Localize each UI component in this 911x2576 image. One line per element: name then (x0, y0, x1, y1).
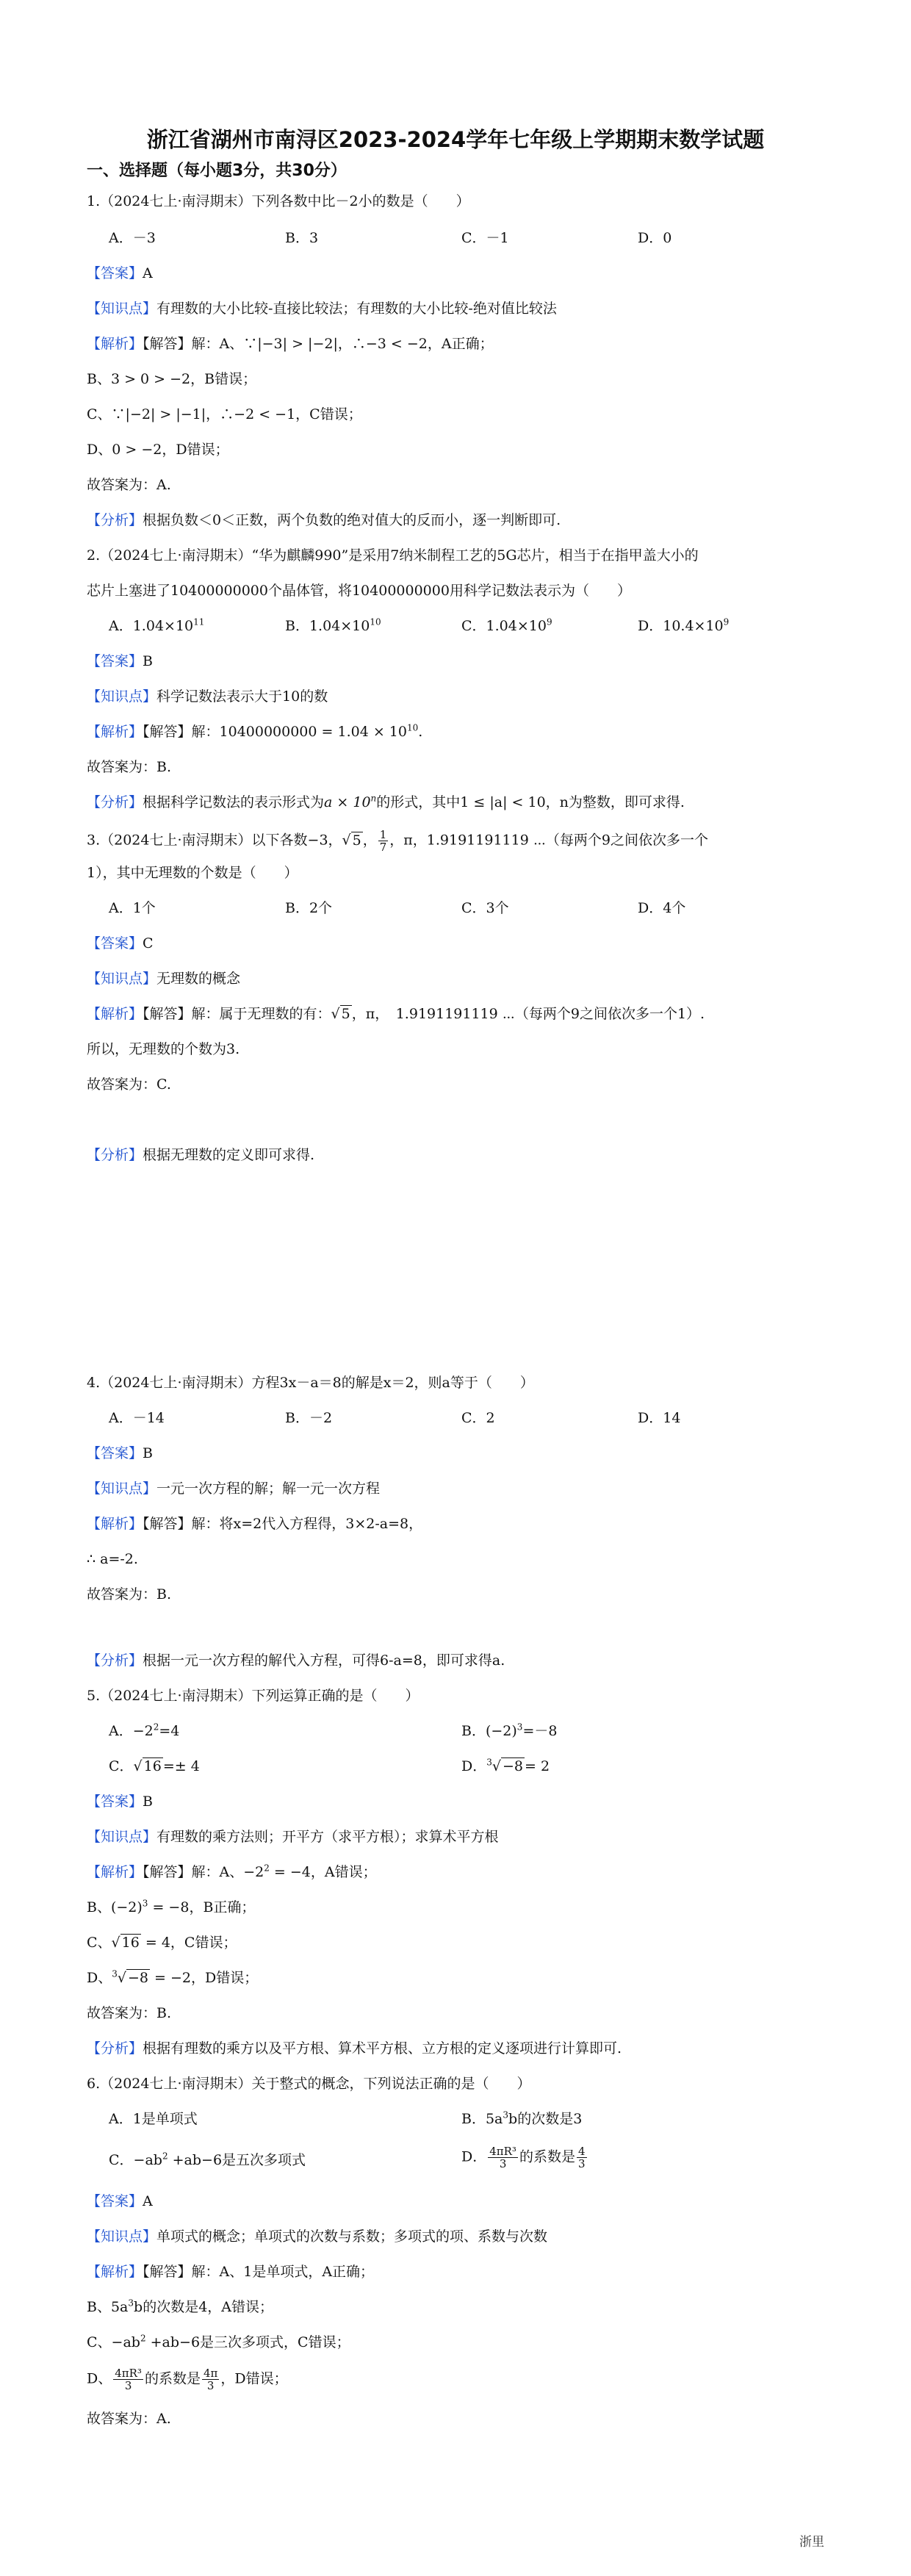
q6-option-b: B．$5a^3b$的次数是3 (461, 2109, 583, 2127)
q3-solution-2: 所以，无理数的个数为3. (87, 1041, 240, 1057)
q1-option-c: C．－1 (461, 230, 509, 246)
q6-solution-3: C、$-ab^2 +ab-6$是三次多项式，C错误； (87, 2333, 350, 2350)
q2-fenxi: 【分析】根据科学记数法的表示形式为$a \times 10^n$的形式，其中1 ≤ |a| < 10，n为整数，即可求得. (87, 793, 685, 810)
q2-solution-2: 故答案为：B. (87, 759, 172, 775)
q6-option-a: A．1是单项式 (109, 2111, 198, 2127)
q4-knowledge: 【知识点】一元一次方程的解；解一元一次方程 (87, 1481, 381, 1497)
q1-solution-2: B、3 > 0 > −2，B错误； (87, 371, 257, 387)
q6-solution-1: 【解析】【解答】解：A、1是单项式，A正确； (87, 2264, 375, 2280)
q3-stem-1: 3.（2024七上·南浔期末）以下各数−3，√ 5 ， $\frac{1}{7}$ ，π，1.9191191119 ⋯（每两个9之间依次多一个 (87, 828, 709, 854)
q5-solution-2: B、$(-2)^3 = -8$，B正确； (87, 1898, 256, 1915)
q3-stem-2: 1），其中无理数的个数是（ ） (87, 865, 298, 881)
q4-option-c: C．2 (461, 1410, 495, 1426)
q3-solution-3: 故答案为：C. (87, 1076, 171, 1093)
q2-knowledge: 【知识点】科学记数法表示大于10的数 (87, 688, 328, 705)
q5-knowledge: 【知识点】有理数的乘方法则；开平方（求平方根）；求算术平方根 (87, 1829, 499, 1845)
q2-solution-1: 【解析】【解答】解：$10400000000 = 1.04 \times 10^{10}$. (87, 722, 423, 740)
q3-option-b: B．2个 (285, 900, 333, 916)
q5-stem: 5.（2024七上·南浔期末）下列运算正确的是（ ） (87, 1688, 420, 1704)
q5-solution-3: C、√ 16 = 4，C错误； (87, 1935, 237, 1951)
q4-answer: 【答案】B (87, 1445, 153, 1461)
q3-option-d: D．4个 (638, 900, 686, 916)
q3-option-c: C．3个 (461, 900, 509, 916)
q4-solution-1: 【解析】【解答】解：将x=2代入方程得，3×2-a=8， (87, 1516, 423, 1532)
q4-option-a: A．－14 (109, 1410, 165, 1426)
q5-option-b: B．$(-2)^3=-8$ (461, 1721, 558, 1739)
q1-stem: 1.（2024七上·南浔期末）下列各数中比－2小的数是（ ） (87, 193, 470, 209)
q2-stem-1: 2.（2024七上·南浔期末）“华为麒麟990”是采用7纳米制程工艺的5G芯片，相当于在指甲盖大小的 (87, 547, 699, 564)
q6-answer: 【答案】A (87, 2193, 153, 2209)
q6-solution-5: 故答案为：A. (87, 2411, 171, 2427)
q3-option-a: A．1个 (109, 900, 156, 916)
page-footer: 浙里 (799, 2535, 824, 2550)
q2-option-a: A．$1.04\times 10^{11}$ (109, 616, 205, 634)
q2-stem-2: 芯片上塞进了10400000000个晶体管，将10400000000用科学记数法表示为（ ） (87, 583, 631, 599)
q4-stem: 4.（2024七上·南浔期末）方程3x－a＝8的解是x＝2，则a等于（ ） (87, 1375, 534, 1391)
q1-option-b: B．3 (285, 230, 319, 246)
q3-answer: 【答案】C (87, 935, 154, 951)
q4-fenxi: 【分析】根据一元一次方程的解代入方程，可得6-a=8，即可求得a. (87, 1652, 505, 1669)
q3-fenxi: 【分析】根据无理数的定义即可求得. (87, 1147, 315, 1163)
q6-knowledge: 【知识点】单项式的概念；单项式的次数与系数；多项式的项、系数与次数 (87, 2228, 548, 2245)
q6-option-c: C．$-ab^2 +ab-6$是五次多项式 (109, 2151, 306, 2168)
q1-solution-3: C、∵|−2| > |−1|，∴−2 < −1，C错误； (87, 406, 362, 422)
q5-option-a: A．$-2^2=4$ (109, 1721, 180, 1739)
q2-option-c: C．$1.04\times 10^9$ (461, 616, 552, 634)
q5-fenxi: 【分析】根据有理数的乘方以及平方根、算术平方根、立方根的定义逐项进行计算即可. (87, 2040, 622, 2057)
q1-answer: 【答案】A (87, 265, 153, 281)
q4-option-d: D．14 (638, 1410, 681, 1426)
q1-solution-1: 【解析】【解答】解：A、∵|−3| > |−2|，∴−3 < −2，A正确； (87, 336, 494, 352)
q1-option-d: D．0 (638, 230, 672, 246)
q5-option-c: C．√ 16 =± 4 (109, 1758, 200, 1774)
q6-stem: 6.（2024七上·南浔期末）关于整式的概念，下列说法正确的是（ ） (87, 2076, 531, 2092)
q5-option-d: D．$^3$√ −8 = 2 (461, 1757, 550, 1774)
q4-option-b: B．－2 (285, 1410, 333, 1426)
q1-knowledge: 【知识点】有理数的大小比较-直接比较法；有理数的大小比较-绝对值比较法 (87, 301, 557, 317)
q5-solution-1: 【解析】【解答】解：A、$-2^2 = -4$，A错误； (87, 1863, 377, 1880)
q6-solution-4: D、 $\frac{\text{4πR³}}{3}$ 的系数是 $\frac{4\pi}{3}$ ，D错误； (87, 2367, 288, 2392)
q3-solution-1: 【解析】【解答】解：属于无理数的有：√ 5 ，π， 1.9191191119 ⋯（每两个9之间依次多一个1）. (87, 1006, 705, 1022)
q1-solution-4: D、0 > −2，D错误； (87, 442, 229, 458)
page-title: 浙江省湖州市南浔区2023-2024学年七年级上学期期末数学试题 (146, 127, 765, 152)
q1-fenxi: 【分析】根据负数＜0＜正数，两个负数的绝对值大的反而小，逐一判断即可. (87, 512, 561, 528)
q6-option-d: D． $\frac{\text{4πR³}}{3}$ 的系数是 $\frac{4}{3}$ (461, 2145, 586, 2170)
q2-option-b: B．$1.04\times 10^{10}$ (285, 616, 381, 634)
q3-knowledge: 【知识点】无理数的概念 (87, 971, 241, 987)
q6-solution-2: B、$5a^3b$的次数是4，A错误； (87, 2298, 274, 2315)
q1-solution-5: 故答案为：A. (87, 477, 171, 493)
q5-solution-5: 故答案为：B. (87, 2005, 172, 2021)
q1-option-a: A．－3 (109, 230, 156, 246)
q5-solution-4: D、$^3$√ −8 = −2，D错误； (87, 1968, 259, 1986)
q5-answer: 【答案】B (87, 1794, 153, 1810)
q2-answer: 【答案】B (87, 653, 153, 669)
q4-solution-3: 故答案为：B. (87, 1586, 172, 1602)
q4-solution-2: ∴ a=-2. (87, 1551, 138, 1567)
section-heading: 一、选择题（每小题3分，共30分） (87, 162, 347, 180)
q2-option-d: D．$10.4\times 10^9$ (638, 616, 730, 634)
